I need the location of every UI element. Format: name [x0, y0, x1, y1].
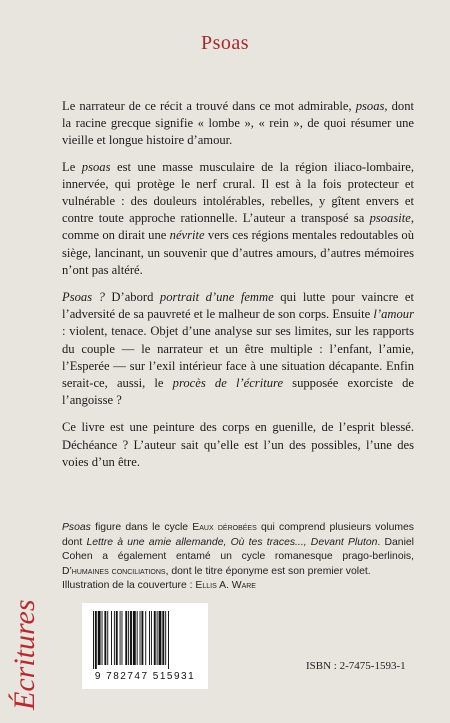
publisher-logo-text: Écritures [8, 599, 41, 710]
book-title: Psoas [200, 32, 250, 54]
paragraph-1: Le narrateur de ce récit a trouvé dans ce mot admirable, psoas, dont la racine grecque signifie « lombe », « rein », de quoi résumer une vieille et longue histoire d’amour. [62, 99, 414, 148]
blurb [62, 98, 414, 480]
barcode [82, 603, 208, 689]
paragraph-2: Le psoas est une masse musculaire de la région iliaco-lombaire, innervée, qui protège le nerf crural. Il est à la fois protecteur et vulnérable : des douleurs intolérables, rebelles, y gîtent envers et contre toute approche rationnelle. L’auteur a transposé sa psoasite, comme on dirait une névrite vers ces régions mentales redoutables où siège, lancinant, un souvenir que d’autres amours, d’autres mémoires n’ont pas altéré. [62, 159, 414, 277]
illustration-credit: Illustration de la couverture : Ellis A. Ware [62, 580, 256, 591]
barcode-number: 9 782747 515931 [94, 671, 196, 682]
barcode-bars [93, 611, 197, 669]
paragraph-4: Ce livre est une peinture des corps en guenille, de l’esprit blessé. Déchéance ? L’auteur sait qu’elle est l’un des possibles, l’une des voies d’un être. [62, 420, 414, 469]
isbn: ISBN : 2-7475-1593-1 [306, 660, 406, 672]
paragraph-3: Psoas ? D’abord portrait d’une femme qui lutte pour vaincre et l’adversité de sa pauvreté et le malheur de son corps. Ensuite l’amour : violent, tenace. Objet d’une analyse sur ses limites, sur les rapports du couple — le narrateur et un être multiple : l’enfant, l’amie, l’Esperée — sur l’exil intérieur face à une situation décapante. Enfin serait-ce, aussi, le procès de l’écriture supposée exorciste de l’angoisse ? [62, 290, 415, 408]
cycle-note: Psoas figure dans le cycle Eaux dérobées qui comprend plusieurs volumes dont Lettre à une amie allemande, Où tes traces..., Devant Pluton. Daniel Cohen a également entamé un cycle romanesque prago-berlinois, D’humaines conciliations, dont le titre éponyme est son premier volet. [62, 522, 414, 577]
publisher-logo [4, 592, 44, 712]
